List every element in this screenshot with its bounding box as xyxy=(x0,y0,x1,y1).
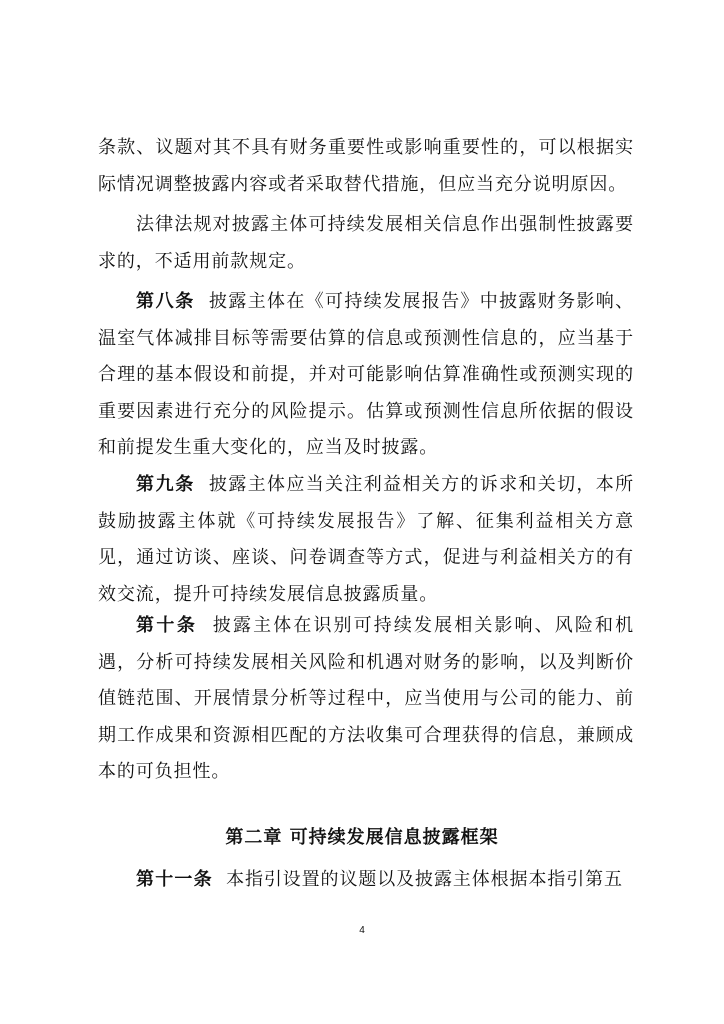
paragraph-continuation xyxy=(98,130,634,203)
article-text: 披露主体应当关注利益相关方的诉求和关切，本所鼓励披露主体就《可持续发展报告》了解、征集利益相关方意见，通过访谈、座谈、问卷调查等方式，促进与利益相关方的有效交流，提升可持续发展信息披露质量。 xyxy=(98,474,634,605)
article-9 xyxy=(98,467,634,613)
article-11 xyxy=(98,862,634,899)
article-label: 第十条 xyxy=(136,615,198,636)
article-text: 披露主体在《可持续发展报告》中披露财务影响、温室气体减排目标等需要估算的信息或预测性信息的，应当基于合理的基本假设和前提，并对可能影响估算准确性或预测实现的重要因素进行充分的风险提示。估算或预测性信息所依据的假设和前提发生重大变化的，应当及时披露。 xyxy=(98,291,634,459)
article-text: 本指引设置的议题以及披露主体根据本指引第五 xyxy=(226,869,623,890)
article-label: 第九条 xyxy=(136,474,195,495)
chapter-title: 第二章 可持续发展信息披露框架 xyxy=(225,827,499,848)
article-10 xyxy=(98,608,634,791)
article-8 xyxy=(98,284,634,467)
paragraph-text: 条款、议题对其不具有财务重要性或影响重要性的，可以根据实际情况调整披露内容或者采取替代措施，但应当充分说明原因。 xyxy=(98,137,634,195)
article-text: 披露主体在识别可持续发展相关影响、风险和机遇，分析可持续发展相关风险和机遇对财务的影响，以及判断价值链范围、开展情景分析等过程中，应当使用与公司的能力、前期工作成果和资源相匹配的方法收集可合理获得的信息，兼顾成本的可负担性。 xyxy=(98,615,634,783)
paragraph-text: 法律法规对披露主体可持续发展相关信息作出强制性披露要求的，不适用前款规定。 xyxy=(98,214,634,272)
article-label: 第十一条 xyxy=(136,869,213,890)
page-number: 4 xyxy=(359,925,365,936)
paragraph-law-exception xyxy=(98,207,634,280)
article-label: 第八条 xyxy=(136,291,195,312)
